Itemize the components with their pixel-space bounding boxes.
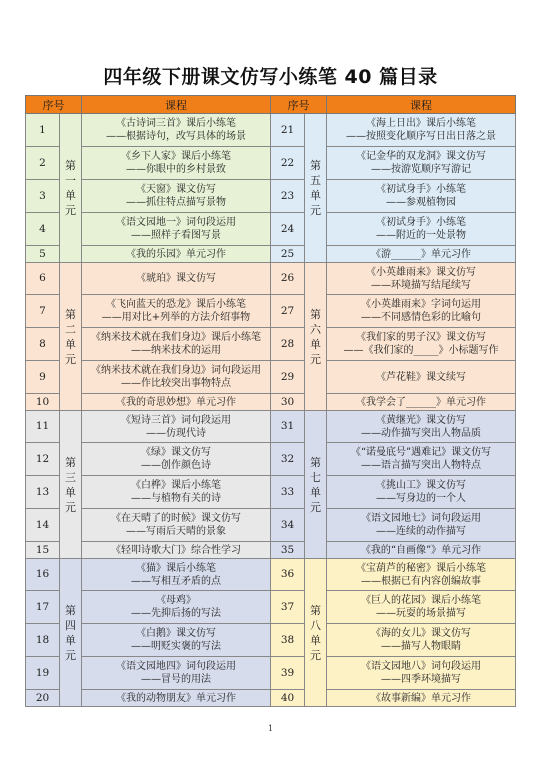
lesson-course [82,443,271,476]
course-line: ——《我们家的_____》小标题写作 [343,345,499,356]
lesson-course [327,328,516,361]
lesson-course [327,624,516,657]
table-row [26,624,516,657]
course-line: 《游______》单元习作 [371,248,471,260]
course-line: ——描写人物眼睛 [381,641,461,652]
lesson-course [327,246,516,263]
lesson-number: 40 [271,690,305,707]
course-line: 《语文园地一》词句段运用 [116,217,236,228]
course-line: ——根据已有内容创编故事 [361,575,481,587]
page-number: 1 [267,724,274,733]
lesson-number: 24 [271,213,305,246]
lesson-course [327,361,516,394]
table-row [26,147,516,180]
lesson-number: 20 [26,690,60,707]
table-row [26,657,516,690]
table-row [26,559,516,591]
lesson-course [327,394,516,411]
course-line: 《小英雄雨来》字词句运用 [361,299,481,310]
course-line: 《乡下人家》课后小练笔 [121,151,231,162]
course-line: ——根据诗句，改写具体的场景 [106,131,246,142]
lesson-course [82,624,271,657]
lesson-number: 25 [271,246,305,263]
table-row [26,394,516,411]
course-line: ——先抑后扬的写法 [131,608,221,619]
lesson-course [327,509,516,542]
course-line: 《猫》课后小练笔 [136,562,216,574]
unit-char: 元 [65,500,76,514]
lesson-course [327,690,516,707]
course-line: 《初试身手》小练笔 [376,184,466,195]
lesson-course [327,263,516,295]
lesson-number: 16 [26,559,60,591]
course-line: 《挑山工》课文仿写 [376,480,466,491]
lesson-course [327,443,516,476]
unit-char: 四 [65,618,76,632]
lesson-course [327,147,516,180]
unit-char: 三 [65,470,76,484]
course-line: ——写身边的一个人 [376,493,466,504]
unit-char: 第 [65,603,76,617]
lesson-number: 18 [26,624,60,657]
lesson-number: 10 [26,394,60,411]
lesson-number: 11 [26,411,60,443]
lesson-number: 14 [26,509,60,542]
table-row [26,180,516,213]
lesson-course [82,591,271,624]
unit-char: 元 [65,352,76,366]
table-row [26,509,516,542]
lesson-number: 9 [26,361,60,394]
lesson-number: 37 [271,591,305,624]
lesson-number: 15 [26,542,60,559]
course-line: ——按游览顺序写游记 [371,164,471,175]
lesson-course [82,114,271,147]
lesson-number: 2 [26,147,60,180]
table-row [26,114,516,147]
unit-label [305,263,327,411]
table-row [26,328,516,361]
course-line: ——明贬实褒的写法 [131,641,221,652]
unit-char: 元 [65,204,76,217]
lesson-number: 36 [271,559,305,591]
lesson-number: 12 [26,443,60,476]
lesson-course [82,361,271,394]
lesson-number: 8 [26,328,60,361]
course-line: 《白桦》课后小练笔 [131,480,221,491]
lesson-number: 30 [271,394,305,411]
unit-label [305,559,327,707]
table-row [26,295,516,328]
course-line: ——参观植物园 [386,197,456,208]
course-line: 《在天晴了的时候》课文仿写 [111,513,241,524]
unit-char: 单 [310,485,321,499]
course-line: 《我们家的男子汉》课文仿写 [356,332,486,343]
course-line: 《飞向蓝天的恐龙》课后小练笔 [106,299,246,310]
unit-label [60,559,82,707]
unit-char: 五 [310,174,321,187]
lesson-course [327,476,516,509]
unit-char: 八 [310,618,321,632]
header-num-left: 序号 [26,96,82,114]
unit-label [305,411,327,559]
header-row [26,96,516,114]
unit-char: 第 [65,159,76,172]
lesson-course [82,394,271,411]
table-row [26,213,516,246]
course-line: 《小英雄雨来》课文仿写 [366,266,476,278]
course-line: ——创作颜色诗 [141,460,211,471]
course-line: 《我的乐园》单元习作 [126,248,226,260]
unit-char: 单 [310,189,321,202]
lesson-course [82,246,271,263]
course-line: 《古诗词三首》课后小练笔 [116,118,236,129]
lesson-course [327,114,516,147]
course-line: ——连续的动作描写 [376,526,466,537]
unit-char: 元 [310,204,321,217]
course-line: 《我的奇思妙想》单元习作 [116,396,236,408]
toc-table [25,95,516,707]
course-line: 《轻叩诗歌大门》综合性学习 [111,544,241,556]
course-line: 《我的“自画像”》单元习作 [360,544,482,556]
page-title: 四年级下册课文仿写小练笔 40 篇目录 [103,66,438,88]
unit-char: 第 [310,159,321,172]
course-line: 《巨人的花园》课后小练笔 [361,595,481,606]
lesson-course [327,657,516,690]
lesson-number: 35 [271,542,305,559]
unit-char: 单 [310,337,321,351]
lesson-number: 4 [26,213,60,246]
lesson-number: 22 [271,147,305,180]
unit-char: 单 [65,633,76,647]
lesson-number: 6 [26,263,60,295]
course-line: 《海上日出》课后小练笔 [366,118,476,129]
course-line: ——不同感情色彩的比喻句 [361,312,481,323]
lesson-number: 23 [271,180,305,213]
unit-label [60,114,82,263]
course-line: ——用对比+列举的方法介绍事物 [101,312,251,323]
course-line: ——照样子看图写景 [131,230,221,241]
lesson-course [82,328,271,361]
lesson-number: 13 [26,476,60,509]
course-line: ——按照变化顺序写日出日落之景 [346,131,496,142]
table-row [26,411,516,443]
course-line: 《天窗》课文仿写 [136,184,216,195]
lesson-number: 34 [271,509,305,542]
lesson-number: 31 [271,411,305,443]
lesson-number: 1 [26,114,60,147]
course-line: ——玩耍的场景描写 [376,608,466,619]
unit-char: 第 [65,307,76,321]
course-line: ——作比较突出事物特点 [121,378,231,389]
course-line: ——动作描写突出人物品质 [361,427,481,439]
lesson-course [82,476,271,509]
unit-char: 第 [310,603,321,617]
course-line: ——你眼中的乡村景致 [126,164,226,175]
lesson-number: 39 [271,657,305,690]
course-line: 《纳米技术就在我们身边》课后小练笔 [91,332,261,343]
lesson-number: 29 [271,361,305,394]
unit-char: 第 [310,307,321,321]
lesson-number: 3 [26,180,60,213]
lesson-course [327,411,516,443]
lesson-course [327,542,516,559]
lesson-course [82,509,271,542]
table-row [26,263,516,295]
course-line: ——写相互矛盾的点 [131,575,221,587]
unit-char: 单 [65,337,76,351]
table-row [26,443,516,476]
lesson-number: 26 [271,263,305,295]
lesson-course [82,411,271,443]
lesson-course [82,657,271,690]
course-line: ——与植物有关的诗 [131,493,221,504]
table-row [26,361,516,394]
lesson-course [327,295,516,328]
table-row [26,591,516,624]
lesson-course [327,559,516,591]
course-line: ——附近的一处景物 [376,230,466,241]
course-line: 《我学会了______》单元习作 [356,396,486,408]
unit-char: 第 [310,455,321,469]
course-line: ——仿现代诗 [146,427,206,439]
header-course-left: 课程 [82,96,271,114]
course-line: 《黄继光》课文仿写 [376,414,466,426]
lesson-number: 27 [271,295,305,328]
unit-char: 二 [65,322,76,336]
lesson-number: 19 [26,657,60,690]
lesson-number: 38 [271,624,305,657]
table-row [26,690,516,707]
course-line: 《绿》课文仿写 [141,447,211,458]
lesson-course [82,263,271,295]
unit-char: 单 [65,485,76,499]
course-line: ——写雨后天晴的景象 [126,526,226,537]
course-line: 《故事新编》单元习作 [371,692,471,704]
course-line: ——纳米技术的运用 [131,345,221,356]
lesson-course [82,180,271,213]
lesson-number: 32 [271,443,305,476]
course-line: 《海的女儿》课文仿写 [371,628,471,639]
lesson-course [327,180,516,213]
lesson-course [82,295,271,328]
course-line: ——四季环境描写 [381,674,461,685]
course-line: 《语文园地四》词句段运用 [116,661,236,672]
table-row [26,476,516,509]
lesson-number: 28 [271,328,305,361]
course-line: 《我的动物朋友》单元习作 [116,692,236,704]
lesson-course [82,213,271,246]
course-line: ——抓住特点描写景物 [126,197,226,208]
unit-char: 六 [310,322,321,336]
lesson-course [82,690,271,707]
unit-char: 第 [65,455,76,469]
course-line: 《初试身手》小练笔 [376,217,466,228]
course-line: ——语言描写突出人物特点 [361,460,481,471]
course-line: 《宝葫芦的秘密》课后小练笔 [356,562,486,574]
unit-char: 单 [65,189,76,202]
unit-label [60,263,82,411]
lesson-course [82,542,271,559]
unit-char: 一 [65,174,76,187]
lesson-number: 17 [26,591,60,624]
lesson-course [82,559,271,591]
course-line: 《记金华的双龙洞》课文仿写 [356,151,486,162]
course-line: 《语文园地七》词句段运用 [361,513,481,524]
lesson-number: 5 [26,246,60,263]
table-row [26,542,516,559]
course-line: 《“诺曼底号”遇难记》课文仿写 [350,447,492,458]
lesson-number: 33 [271,476,305,509]
header-num-right: 序号 [271,96,327,114]
unit-label [305,114,327,263]
course-line: 《纳米技术就在我们身边》词句段运用 [91,365,261,376]
course-line: 《语文园地八》词句段运用 [361,661,481,672]
unit-char: 七 [310,470,321,484]
lesson-number: 7 [26,295,60,328]
lesson-course [82,147,271,180]
unit-label [60,411,82,559]
course-line: ——冒号的用法 [141,674,211,685]
course-line: 《白鹅》课文仿写 [136,628,216,639]
course-line: ——环境描写结尾续写 [371,279,471,291]
unit-char: 元 [65,648,76,662]
lesson-number: 21 [271,114,305,147]
unit-char: 元 [310,648,321,662]
unit-char: 元 [310,352,321,366]
course-line: 《短诗三首》词句段运用 [121,414,231,426]
unit-char: 单 [310,633,321,647]
course-line: 《芦花鞋》课文续写 [376,371,466,383]
unit-char: 元 [310,500,321,514]
course-line: 《琥珀》课文仿写 [136,273,216,284]
lesson-course [327,591,516,624]
lesson-course [327,213,516,246]
table-row [26,246,516,263]
header-course-right: 课程 [327,96,516,114]
course-line: 《母鸡》 [156,595,196,606]
